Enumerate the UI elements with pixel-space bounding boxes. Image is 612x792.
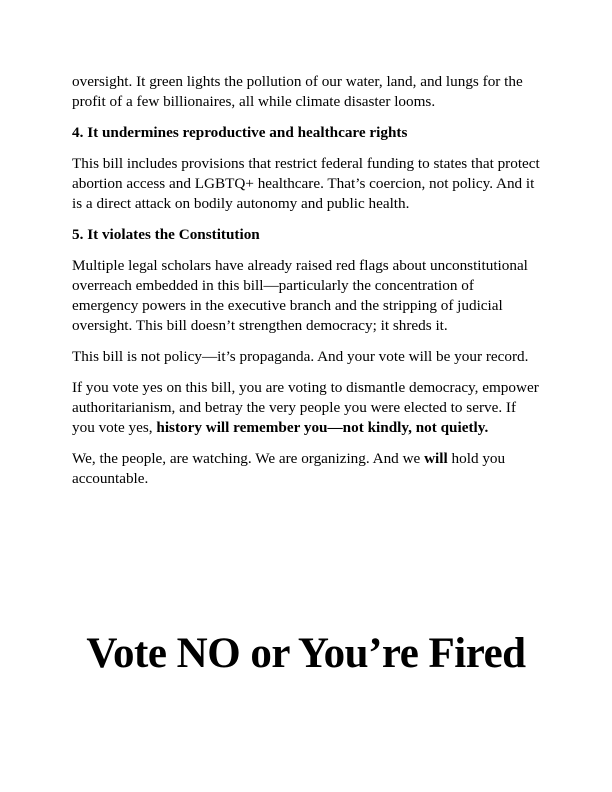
closing-paragraph-bold: will [424, 450, 448, 467]
section3-tail-paragraph: oversight. It green lights the pollution of our water, land, and lungs for the profit of a few billionaires, all while climate disaster looms. [72, 73, 523, 110]
vote-paragraph [72, 378, 542, 438]
vote-paragraph-text: If you vote yes on this bill, you are voting to dismantle democracy, empower authoritarianism, and betray the very people you were elected to serve. If you vote yes, [72, 379, 539, 436]
headline: Vote NO or You’re Fired [86, 630, 526, 677]
document-body [72, 72, 542, 489]
section4-heading: 4. It undermines reproductive and healthcare rights [72, 124, 408, 141]
closing-paragraph-after: hold you accountable. [72, 450, 506, 487]
propaganda-paragraph: This bill is not policy—it’s propaganda. And your vote will be your record. [72, 348, 529, 365]
section5-heading: 5. It violates the Constitution [72, 226, 260, 243]
closing-paragraph-before: We, the people, are watching. We are organizing. And we [72, 450, 425, 467]
section4-paragraph: This bill includes provisions that restrict federal funding to states that protect abortion access and LGBTQ+ healthcare. That’s coercion, not policy. And it is a direct attack on bodily autonomy and public health. [72, 155, 540, 212]
section5-paragraph: Multiple legal scholars have already raised red flags about unconstitutional overreach embedded in this bill—particularly the concentration of emergency powers in the executive branch and the stripping of judicial oversight. This bill doesn’t strengthen democracy; it shreds it. [72, 257, 528, 334]
vote-paragraph-bold: history will remember you—not kindly, not quietly. [156, 419, 489, 436]
closing-paragraph [72, 449, 542, 489]
